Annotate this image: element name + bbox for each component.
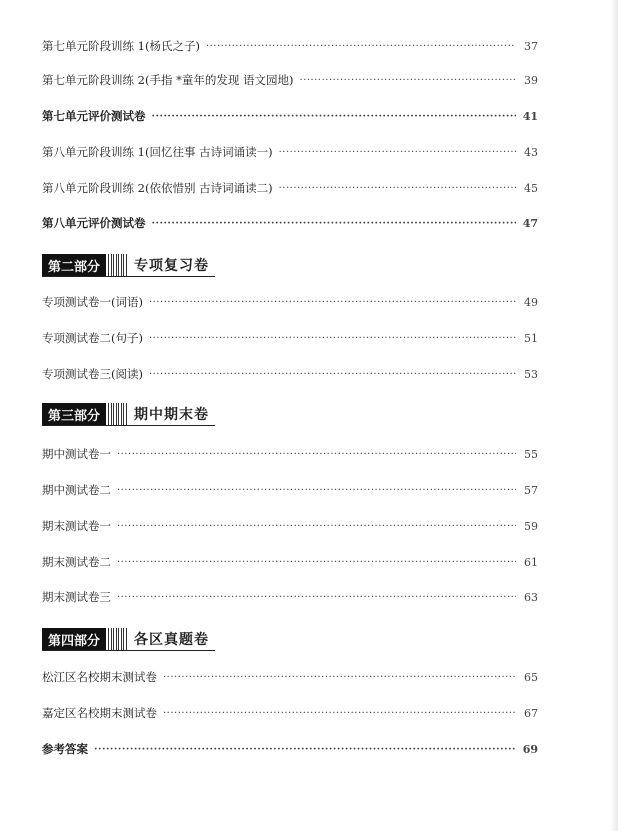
dot-leader: [149, 369, 516, 380]
toc-entry-answers: [42, 739, 538, 759]
entry-title: 期末测试卷二: [42, 555, 111, 569]
toc-entry: [42, 292, 538, 312]
dot-leader: [117, 485, 516, 496]
dot-leader: [117, 449, 516, 460]
section-name: 专项复习卷: [134, 258, 210, 274]
entry-page: 43: [524, 145, 538, 159]
section-header-part3: [42, 403, 215, 426]
toc-entry: [42, 516, 538, 536]
toc-entry: [42, 703, 538, 723]
section-header-part2: [42, 254, 215, 277]
dot-leader: [152, 218, 517, 229]
entry-title: 期中测试卷二: [42, 483, 111, 497]
entry-page: 37: [524, 39, 538, 53]
entry-title: 第七单元阶段训练 1(杨氏之子): [42, 39, 200, 53]
toc-entry: [42, 480, 538, 500]
dot-leader: [206, 41, 516, 52]
dot-leader: [163, 672, 516, 683]
entry-page: 57: [524, 483, 538, 497]
entry-title: 专项测试卷二(句子): [42, 331, 143, 345]
entry-page: 59: [524, 519, 538, 533]
entry-title: 专项测试卷一(词语): [42, 295, 143, 309]
toc-entry: [42, 36, 538, 56]
entry-page: 61: [524, 555, 538, 569]
entry-title: 第八单元阶段训练 2(依依惜别 古诗词诵读二): [42, 181, 273, 195]
entry-page: 69: [522, 742, 538, 756]
entry-title: 松江区名校期末测试卷: [42, 670, 157, 684]
section-label: 第四部分: [42, 628, 106, 650]
section-bars: [108, 254, 128, 276]
toc-entry: [42, 106, 538, 126]
section-label: 第二部分: [42, 254, 106, 276]
entry-title: 专项测试卷三(阅读): [42, 367, 143, 381]
dot-leader: [300, 75, 516, 86]
entry-title: 第八单元评价测试卷: [42, 216, 146, 230]
entry-page: 53: [524, 367, 538, 381]
entry-page: 45: [524, 181, 538, 195]
dot-leader: [279, 147, 516, 158]
section-name: 各区真题卷: [134, 632, 210, 648]
dot-leader: [163, 708, 516, 719]
entry-page: 55: [524, 447, 538, 461]
entry-page: 65: [524, 670, 538, 684]
toc-entry: [42, 328, 538, 348]
toc-entry: [42, 667, 538, 687]
toc-entry: [42, 142, 538, 162]
entry-page: 51: [524, 331, 538, 345]
entry-page: 67: [524, 706, 538, 720]
toc-entry: [42, 444, 538, 464]
entry-title: 期末测试卷一: [42, 519, 111, 533]
entry-title: 期中测试卷一: [42, 447, 111, 461]
toc-entry: [42, 213, 538, 233]
dot-leader: [94, 744, 516, 755]
section-bars: [108, 628, 128, 650]
dot-leader: [149, 333, 516, 344]
section-bars: [108, 403, 128, 425]
toc-entry: [42, 178, 538, 198]
entry-title: 第七单元阶段训练 2(手指 *童年的发现 语文园地): [42, 73, 294, 87]
dot-leader: [152, 111, 517, 122]
entry-page: 39: [524, 73, 538, 87]
section-header-part4: [42, 628, 215, 651]
toc-entry: [42, 364, 538, 384]
entry-title: 第八单元阶段训练 1(回忆往事 古诗词诵读一): [42, 145, 273, 159]
dot-leader: [149, 297, 516, 308]
entry-title: 嘉定区名校期末测试卷: [42, 706, 157, 720]
toc-entry: [42, 70, 538, 90]
section-label: 第三部分: [42, 403, 106, 425]
entry-page: 49: [524, 295, 538, 309]
entry-page: 47: [522, 216, 538, 230]
page-edge-shadow: [610, 0, 618, 831]
toc-entry: [42, 552, 538, 572]
entry-title: 第七单元评价测试卷: [42, 109, 146, 123]
dot-leader: [117, 592, 516, 603]
entry-page: 63: [524, 590, 538, 604]
entry-title: 期末测试卷三: [42, 590, 111, 604]
entry-title: 参考答案: [42, 742, 88, 756]
entry-page: 41: [522, 109, 538, 123]
dot-leader: [279, 183, 516, 194]
toc-entry: [42, 587, 538, 607]
dot-leader: [117, 521, 516, 532]
section-name: 期中期末卷: [134, 407, 210, 423]
dot-leader: [117, 557, 516, 568]
